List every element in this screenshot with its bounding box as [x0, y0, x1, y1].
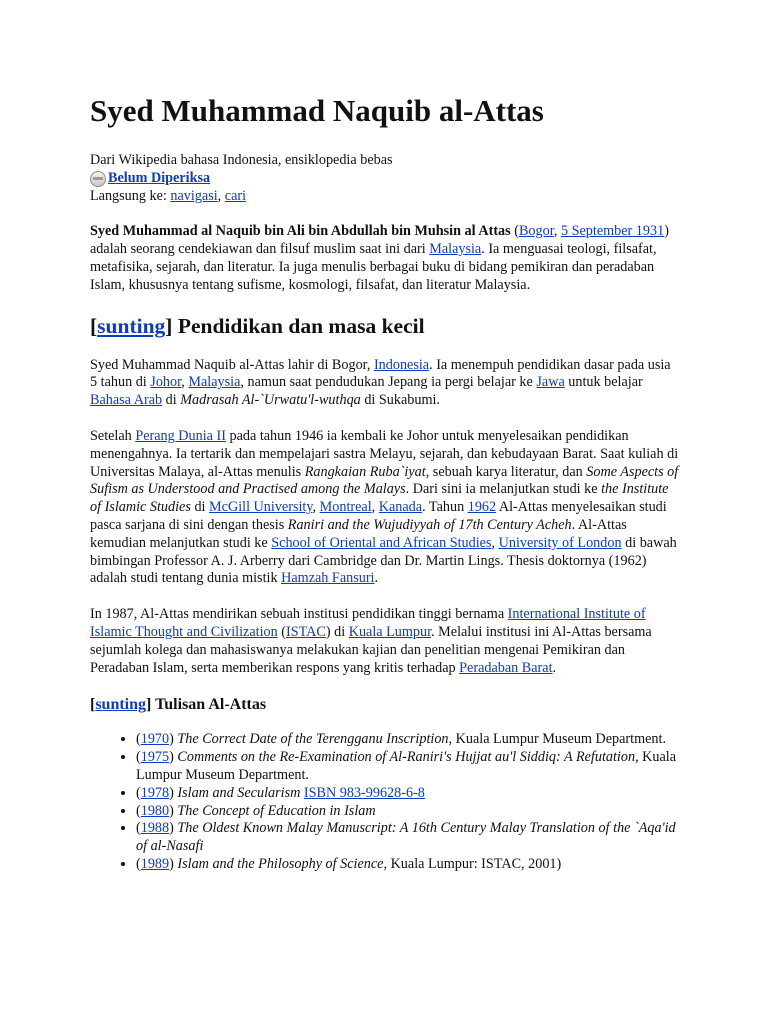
- link-istac[interactable]: ISTAC: [285, 623, 326, 640]
- subject-name: Syed Muhammad al Naquib bin Ali bin Abdullah bin Muhsin al Attas: [90, 223, 511, 240]
- year-link[interactable]: 1975: [140, 749, 170, 766]
- work-title: Islam and the Philosophy of Science: [177, 855, 384, 872]
- text: ) adalah seorang cendekiawan dan filsuf muslim saat ini dari: [90, 223, 669, 258]
- education-paragraph-3: [90, 606, 680, 677]
- text: , namun saat pendudukan Jepang ia pergi belajar ke: [240, 374, 537, 391]
- text: pada tahun 1946 ia kembali ke Johor untuk menyelesaikan pendidikan menengahnya. Ia tertarik dan mempelajari sastra Melayu, sejarah, dan kebudayaan Barat. Saat kuliah di Universitas Malaya, al-Attas menulis: [90, 427, 679, 480]
- work-title: Rangkaian Ruba`iyat: [304, 463, 426, 480]
- education-paragraph-1: [90, 357, 680, 410]
- article-content: [90, 92, 680, 874]
- link-johor[interactable]: Johor: [150, 374, 182, 391]
- year-link[interactable]: 1989: [140, 855, 170, 872]
- writings-list: [90, 731, 680, 873]
- work-title: The Oldest Known Malay Manuscript: A 16th Century Malay Translation of the `Aqa'id of al-Nasafi: [136, 820, 676, 855]
- edit-section-link[interactable]: sunting: [97, 313, 166, 338]
- text: (: [510, 223, 519, 240]
- text: , Kuala Lumpur Museum Department.: [136, 749, 677, 783]
- edit-bracket: ]: [146, 696, 152, 714]
- link-university-of-london[interactable]: University of London: [498, 534, 622, 551]
- work-title: Comments on the Re-Examination of Al-Raniri's Hujjat au'l Siddiq: A Refutation: [177, 749, 636, 766]
- isbn-link[interactable]: ISBN 983-99628-6-8: [303, 784, 425, 801]
- thesis-title: Raniri and the Wujudiyyah of 17th Century Acheh: [287, 516, 572, 533]
- list-item: • (1978) Islam and Secularism ISBN 983-99628-6-8: [136, 785, 680, 803]
- text: di Sukabumi.: [360, 392, 440, 409]
- text: . Al-Attas kemudian melanjutkan studi ke: [90, 516, 627, 551]
- jump-prefix: Langsung ke:: [90, 187, 171, 204]
- link-bahasa-arab[interactable]: Bahasa Arab: [90, 392, 163, 409]
- review-status-link[interactable]: Belum Diperiksa: [108, 169, 211, 186]
- institute-name: the Institute of Islamic Studies: [90, 481, 669, 516]
- link-kanada[interactable]: Kanada: [378, 499, 423, 516]
- text: In 1987, Al-Attas mendirikan sebuah institusi pendidikan tinggi bernama: [90, 606, 508, 623]
- link-indonesia[interactable]: Indonesia: [373, 356, 430, 373]
- work-title: Islam and Secularism: [177, 784, 301, 801]
- link-peradaban-barat[interactable]: Peradaban Barat: [459, 659, 553, 676]
- edit-bracket: ]: [165, 313, 173, 338]
- review-status: [90, 170, 680, 188]
- text: ) di: [325, 623, 349, 640]
- edit-bracket: [: [90, 313, 98, 338]
- text: . Ia menempuh pendidikan dasar pada usia 5 tahun di: [90, 356, 671, 391]
- link-bogor[interactable]: Bogor: [518, 223, 554, 240]
- text: .: [374, 570, 379, 587]
- link-ww2[interactable]: Perang Dunia II: [135, 427, 226, 444]
- text: . Melalui institusi ini Al-Attas bersama sejumlah kolega dan mahasiswanya melakukan kajian dan penelitian mengenai Pemikiran dan Peradaban Islam, serta memberikan respons yang kritis terhadap: [90, 623, 652, 676]
- section-heading-education: [90, 313, 680, 339]
- jump-search-link[interactable]: cari: [224, 187, 247, 204]
- list-item: • (1988) The Oldest Known Malay Manuscript: A 16th Century Malay Translation of the `Aqa'id of al-Nasafi: [136, 820, 680, 856]
- list-item: • (1975) Comments on the Re-Examination of Al-Raniri's Hujjat au'l Siddiq: A Refutation, Kuala Lumpur Museum Department.: [136, 749, 680, 785]
- link-montreal[interactable]: Montreal: [319, 499, 372, 516]
- text: ,: [312, 499, 320, 516]
- text: , Kuala Lumpur Museum Department.: [448, 731, 667, 748]
- text: untuk belajar: [564, 374, 643, 391]
- section-title: Pendidikan dan masa kecil: [177, 313, 425, 338]
- text: .: [552, 659, 557, 676]
- text: Setelah: [90, 427, 136, 444]
- intro-paragraph: [90, 223, 680, 294]
- jump-navigation-link[interactable]: navigasi: [170, 187, 218, 204]
- text: ,: [371, 499, 379, 516]
- text: ,: [181, 374, 189, 391]
- year-link[interactable]: 1970: [140, 731, 170, 748]
- link-hamzah-fansuri[interactable]: Hamzah Fansuri: [281, 570, 375, 587]
- text: di: [190, 499, 210, 516]
- page-title: Syed Muhammad Naquib al-Attas: [90, 93, 544, 128]
- text: di bawah bimbingan Professor A. J. Arberry dari Cambridge dan Dr. Martin Lings. Thesis doktornya (1962) adalah studi tentang dunia mistik: [90, 534, 677, 587]
- madrasah-name: Madrasah Al-`Urwatu'l-wuthqa: [180, 392, 361, 409]
- work-title: The Concept of Education in Islam: [177, 802, 376, 819]
- work-title: Some Aspects of Sufism as Understood and Practised among the Malays: [90, 463, 679, 498]
- link-malaysia[interactable]: Malaysia: [188, 374, 241, 391]
- text: Syed Muhammad Naquib al-Attas lahir di Bogor,: [90, 356, 374, 373]
- link-mcgill[interactable]: McGill University: [209, 499, 313, 516]
- text: , Kuala Lumpur: ISTAC, 2001): [383, 855, 562, 872]
- work-title: The Correct Date of the Terengganu Inscription: [177, 731, 449, 748]
- year-link[interactable]: 1988: [140, 820, 170, 837]
- link-iistac[interactable]: International Institute of Islamic Thought and Civilization: [90, 606, 646, 640]
- edit-bracket: [: [90, 696, 96, 714]
- link-malaysia[interactable]: Malaysia: [429, 241, 482, 258]
- text: ,: [553, 223, 561, 240]
- text: . Tahun: [422, 499, 468, 516]
- jump-links: [90, 188, 680, 206]
- text: Al-Attas menyelesaikan studi pasca sarjana di sini dengan thesis: [90, 499, 667, 533]
- link-soas[interactable]: School of Oriental and African Studies: [271, 534, 492, 551]
- list-item: • (1989) Islam and the Philosophy of Science, Kuala Lumpur: ISTAC, 2001): [136, 856, 680, 874]
- link-birth-date[interactable]: 5 September 1931: [560, 223, 665, 240]
- jump-separator: ,: [217, 187, 225, 204]
- edit-section-link[interactable]: sunting: [95, 696, 147, 714]
- review-status-icon: [90, 171, 106, 187]
- section-heading-writings: [90, 695, 680, 715]
- year-link[interactable]: 1980: [140, 802, 170, 819]
- text: ,: [491, 534, 499, 551]
- text: . Dari sini ia melanjutkan studi ke: [405, 481, 602, 498]
- text: di: [162, 392, 181, 409]
- education-paragraph-2: [90, 428, 680, 588]
- link-jawa[interactable]: Jawa: [536, 374, 565, 391]
- text: (: [277, 623, 286, 640]
- text: , sebuah karya literatur, dan: [425, 463, 587, 480]
- list-item: • (1970) The Correct Date of the Terengganu Inscription, Kuala Lumpur Museum Department.: [136, 731, 680, 749]
- section-title: Tulisan Al-Attas: [155, 696, 267, 714]
- year-link[interactable]: 1978: [140, 784, 170, 801]
- list-item: • (1980) The Concept of Education in Islam: [136, 803, 680, 821]
- link-kuala-lumpur[interactable]: Kuala Lumpur: [348, 623, 432, 640]
- text: . Ia menguasai teologi, filsafat, metafisika, sejarah, dan literatur. Ia juga menulis berbagai buku di bidang pemikiran dan peradaban Islam, khususnya tentang sufisme, kosmologi, filsafat, dan literatur Malaysia.: [90, 241, 657, 293]
- site-subtitle: Dari Wikipedia bahasa Indonesia, ensiklopedia bebas: [90, 152, 393, 168]
- link-1962[interactable]: 1962: [467, 499, 497, 516]
